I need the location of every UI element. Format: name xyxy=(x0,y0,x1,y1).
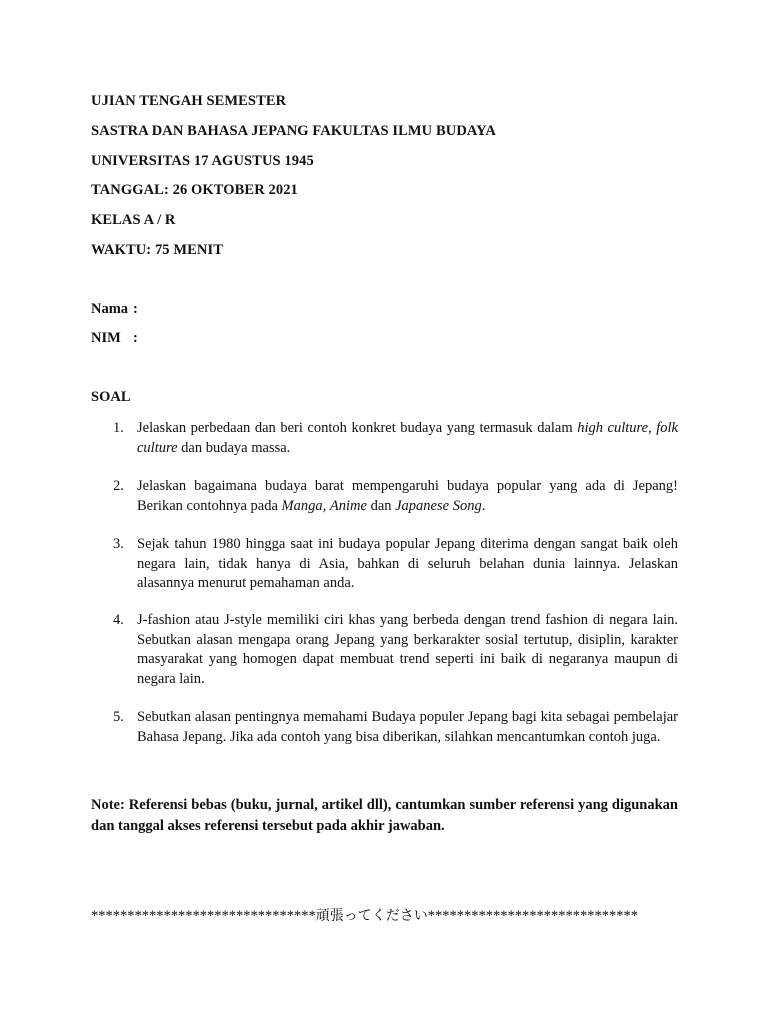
name-label: Nama xyxy=(91,301,129,317)
good-luck-text: 頑張ってください xyxy=(315,908,428,924)
question-item xyxy=(113,477,678,516)
question-number: 4. xyxy=(113,612,124,628)
closing-line xyxy=(91,905,671,925)
question-text-segment: dan budaya massa. xyxy=(177,439,291,456)
questions-heading: SOAL xyxy=(91,389,131,405)
question-text xyxy=(137,535,678,594)
reference-note: Note: Referensi bebas (buku, jurnal, artikel dll), cantumkan sumber referensi yang digunakan dan tanggal akses referensi tersebut pada akhir jawaban. xyxy=(91,797,678,834)
faculty-line: SASTRA DAN BAHASA JEPANG FAKULTAS ILMU BUDAYA xyxy=(91,123,496,139)
question-italic-term: Anime xyxy=(329,497,367,514)
question-text-segment: Jelaskan perbedaan dan beri contoh konkret budaya yang termasuk dalam xyxy=(137,420,578,436)
question-text-segment: J-fashion atau J-style memiliki ciri khas yang berbeda dengan trend fashion di negara lain. Sebutkan alasan mengapa orang Jepang yang berkarakter sosial tertutup, disiplin, karakter masyarakat yang homogen dapat membuat trend seperti ini baik di negaranya maupun di negara lain. xyxy=(137,612,678,687)
duration-line: WAKTU: 75 MENIT xyxy=(91,242,224,258)
question-italic-term: Manga xyxy=(281,497,323,514)
question-item xyxy=(113,708,678,747)
date-line: TANGGAL: 26 OKTOBER 2021 xyxy=(91,182,298,198)
class-line: KELAS A / R xyxy=(91,212,176,228)
exam-title: UJIAN TENGAH SEMESTER xyxy=(91,93,287,109)
question-number: 3. xyxy=(113,536,124,552)
question-text xyxy=(137,708,678,747)
name-field xyxy=(91,301,138,318)
question-text xyxy=(137,477,678,516)
question-italic-term: Japanese Song xyxy=(395,497,482,514)
question-text-segment: Jelaskan bagaimana budaya barat mempengaruhi budaya popular yang ada di Jepang! Berikan contohnya pada xyxy=(137,478,678,514)
question-text xyxy=(137,611,678,689)
question-number: 5. xyxy=(113,709,124,725)
student-id-field xyxy=(91,330,138,347)
question-text-segment: . xyxy=(481,497,486,514)
question-item xyxy=(113,419,678,458)
question-italic-term: folk culture xyxy=(137,420,678,456)
student-id-colon: : xyxy=(133,330,138,346)
question-number: 2. xyxy=(113,478,124,494)
question-text-segment: dan xyxy=(366,497,396,514)
question-text xyxy=(137,419,678,458)
question-item xyxy=(113,611,678,689)
question-text-segment: Sebutkan alasan pentingnya memahami Budaya populer Jepang bagi kita sebagai pembelajar Bahasa Jepang. Jika ada contoh yang bisa diberikan, silahkan mencantumkan contoh juga. xyxy=(137,709,678,745)
question-text-segment: , xyxy=(322,497,330,514)
question-text-segment: , xyxy=(648,420,657,436)
student-id-label: NIM xyxy=(91,330,121,346)
stars-left: ******************************* xyxy=(91,908,316,924)
question-number: 1. xyxy=(113,420,124,436)
university-line: UNIVERSITAS 17 AGUSTUS 1945 xyxy=(91,153,314,169)
question-item xyxy=(113,535,678,594)
question-text-segment: Sejak tahun 1980 hingga saat ini budaya popular Jepang diterima dengan sangat baik oleh negara lain, tidak hanya di Asia, bahkan di seluruh belahan dunia lainnya. Jelaskan alasannya menurut pemahaman anda. xyxy=(137,536,678,591)
question-italic-term: high culture xyxy=(577,420,649,436)
name-colon: : xyxy=(133,301,138,317)
stars-right: ***************************** xyxy=(427,908,638,924)
